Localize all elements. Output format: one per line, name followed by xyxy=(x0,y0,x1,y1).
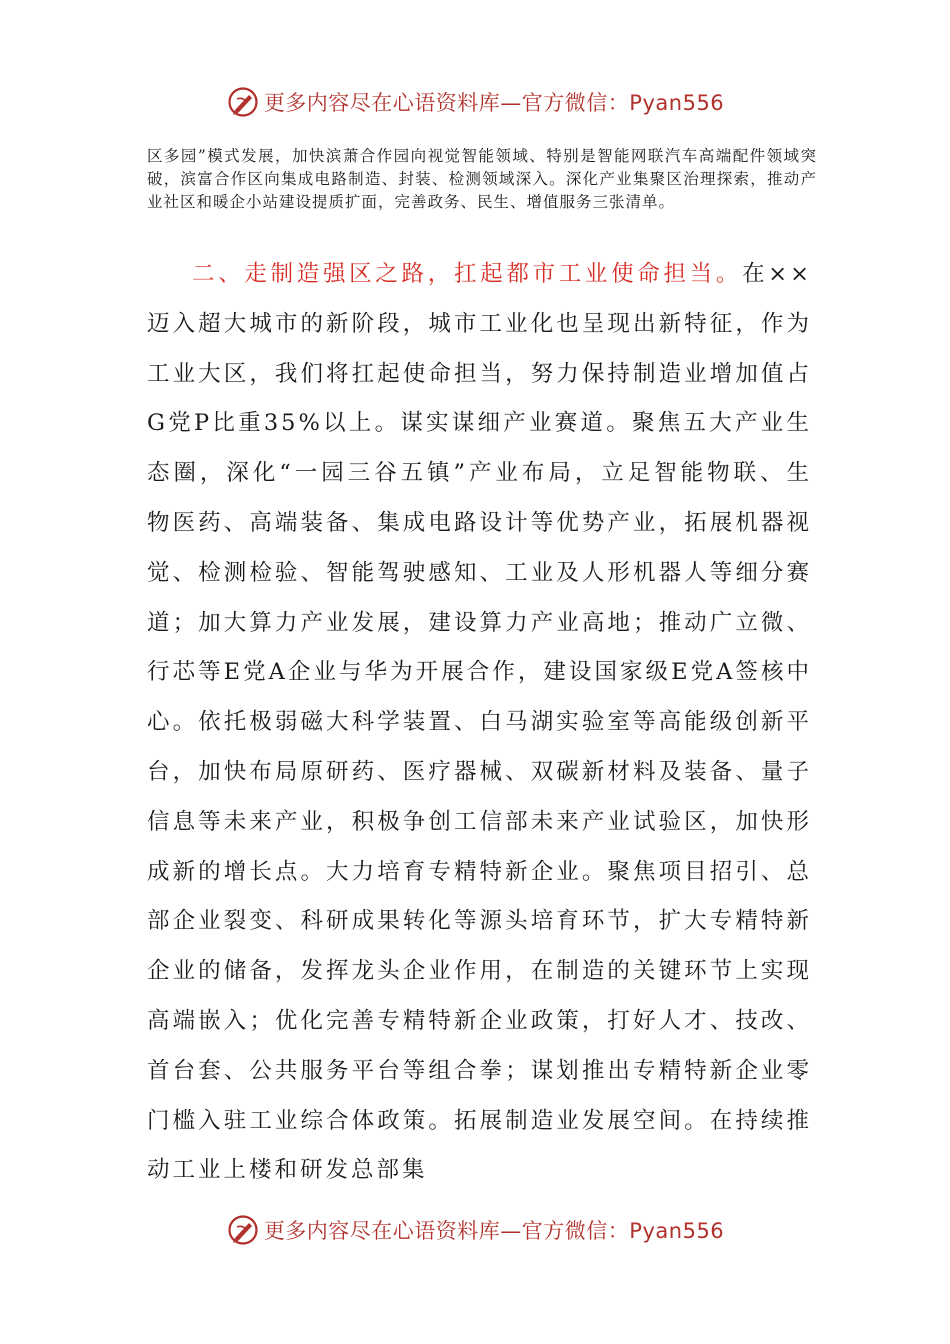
section-body: 在××迈入超大城市的新阶段，城市工业化也呈现出新特征，作为工业大区，我们将扛起使命担当，努力保持制造业增加值占G党P比重35%以上。谋实谋细产业赛道。聚焦五大产业生态圈，深化“一园三谷五镇”产业布局，立足智能物联、生物医药、高端装备、集成电路设计等优势产业，拓展机器视觉、检测检验、智能驾驶感知、工业及人形机器人等细分赛道；加大算力产业发展，建设算力产业高地；推动广立微、行芯等E党A企业与华为开展合作，建设国家级E党A签核中心。依托极弱磁大科学装置、白马湖实验室等高能级创新平台，加快布局原研药、医疗器械、双碳新材料及装备、量子信息等未来产业，积极争创工信部未来产业试验区，加快形成新的增长点。大力培育专精特新企业。聚焦项目招引、总部企业裂变、科研成果转化等源头培育环节，扩大专精特新企业的储备，发挥龙头企业作用，在制造的关键环节上实现高端嵌入；优化完善专精特新企业政策，打好人才、技改、首台套、公共服务平台等组合拳；谋划推出专精特新企业零门槛入驻工业综合体政策。拓展制造业发展空间。在持续推动工业上楼和研发总部集 xyxy=(147,261,812,1184)
section-heading: 二、走制造强区之路，扛起都市工业使命担当。 xyxy=(192,261,743,287)
section-paragraph xyxy=(147,250,812,1196)
header-banner-text: 更多内容尽在心语资料库—官方微信：Pyan556 xyxy=(263,91,725,115)
header-banner xyxy=(0,80,950,124)
pen-logo-icon xyxy=(226,85,260,119)
intro-paragraph: 区多园”模式发展，加快滨萧合作园向视觉智能领域、特别是智能网联汽车高端配件领域突破，滨富合作区向集成电路制造、封装、检测领域深入。深化产业集聚区治理探索，推动产业社区和暖企小站建设提质扩面，完善政务、民生、增值服务三张清单。 xyxy=(147,147,817,211)
pen-logo-icon xyxy=(226,1213,260,1247)
footer-banner-text: 更多内容尽在心语资料库—官方微信：Pyan556 xyxy=(263,1219,725,1243)
footer-banner xyxy=(0,1208,950,1252)
